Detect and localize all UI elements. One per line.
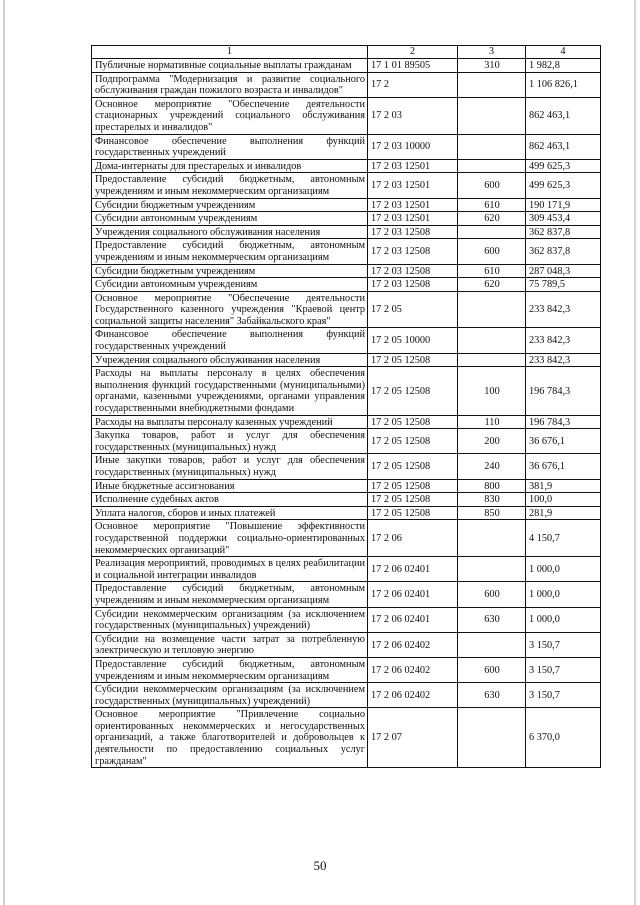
row-amount-cell: 362 837,8 [526,225,601,239]
row-code-cell: 17 2 05 12508 [368,367,458,415]
row-code-cell: 17 2 05 [368,291,458,328]
row-name-cell: Субсидии некоммерческим организациям (за исключением государственных (муниципальных) учреждений) [92,683,368,708]
table-row [92,683,601,708]
row-amount-cell: 233 842,3 [526,353,601,367]
row-name-cell: Иные бюджетные ассигнования [92,479,368,493]
row-expense-type-cell [458,557,526,582]
row-expense-type-cell [458,353,526,367]
row-code-cell: 17 2 06 02402 [368,683,458,708]
row-expense-type-cell [458,72,526,97]
table-row [92,353,601,367]
row-amount-cell: 3 150,7 [526,657,601,682]
row-amount-cell: 233 842,3 [526,291,601,328]
row-amount-cell: 6 370,0 [526,708,601,768]
row-name-cell: Субсидии некоммерческим организациям (за исключением государственных (муниципальных) учреждений) [92,607,368,632]
table-row [92,607,601,632]
row-expense-type-cell: 200 [458,429,526,454]
row-amount-cell: 381,9 [526,479,601,493]
row-amount-cell: 3 150,7 [526,683,601,708]
row-expense-type-cell [458,159,526,173]
row-code-cell: 17 2 06 02401 [368,607,458,632]
row-name-cell: Субсидии бюджетным учреждениям [92,198,368,212]
table-row [92,520,601,557]
row-code-cell: 17 2 05 12508 [368,415,458,429]
row-expense-type-cell: 310 [458,59,526,73]
row-name-cell: Субсидии автономным учреждениям [92,212,368,226]
row-code-cell: 17 2 06 02401 [368,557,458,582]
header-col-2: 2 [368,46,458,59]
row-amount-cell: 75 789,5 [526,278,601,292]
row-expense-type-cell [458,291,526,328]
table-row [92,493,601,507]
table-body [92,59,601,768]
table-row [92,429,601,454]
row-expense-type-cell: 830 [458,493,526,507]
table-row [92,212,601,226]
row-expense-type-cell: 110 [458,415,526,429]
row-code-cell: 17 2 05 10000 [368,328,458,353]
row-name-cell: Основное мероприятие "Повышение эффективности государственной поддержки социально-ориентированных некоммерческих организаций" [92,520,368,557]
table-row [92,708,601,768]
table-row [92,264,601,278]
row-expense-type-cell: 610 [458,264,526,278]
row-expense-type-cell: 630 [458,607,526,632]
row-amount-cell: 862 463,1 [526,134,601,159]
row-expense-type-cell: 600 [458,582,526,607]
table-row [92,454,601,479]
row-code-cell: 17 2 03 12501 [368,198,458,212]
table-header-row [92,46,601,59]
table-row [92,328,601,353]
row-code-cell: 17 2 06 02402 [368,632,458,657]
row-amount-cell: 1 000,0 [526,557,601,582]
header-col-1: 1 [92,46,368,59]
row-expense-type-cell: 850 [458,506,526,520]
row-expense-type-cell: 600 [458,657,526,682]
row-name-cell: Субсидии автономным учреждениям [92,278,368,292]
row-expense-type-cell: 610 [458,198,526,212]
row-expense-type-cell: 620 [458,278,526,292]
row-name-cell: Иные закупки товаров, работ и услуг для обеспечения государственных (муниципальных) нужд [92,454,368,479]
row-code-cell: 17 2 03 12508 [368,264,458,278]
row-amount-cell: 100,0 [526,493,601,507]
row-name-cell: Исполнение судебных актов [92,493,368,507]
row-code-cell: 17 2 07 [368,708,458,768]
row-name-cell: Закупка товаров, работ и услуг для обеспечения государственных (муниципальных) нужд [92,429,368,454]
row-amount-cell: 499 625,3 [526,173,601,198]
table-row [92,239,601,264]
row-expense-type-cell: 800 [458,479,526,493]
table-row [92,506,601,520]
row-code-cell: 17 2 05 12508 [368,506,458,520]
row-name-cell: Расходы на выплаты персоналу казенных учреждений [92,415,368,429]
row-code-cell: 17 2 05 12508 [368,454,458,479]
row-name-cell: Основное мероприятие "Привлечение социально ориентированных некоммерческих и негосударственных организаций, а также благотворителей и добровольцев к деятельности по предоставлению социальных услуг гражданам" [92,708,368,768]
scan-edge-left [3,0,5,905]
row-name-cell: Учреждения социального обслуживания населения [92,353,368,367]
page-number: 50 [313,858,327,873]
row-expense-type-cell: 600 [458,173,526,198]
row-amount-cell: 281,9 [526,506,601,520]
row-amount-cell: 190 171,9 [526,198,601,212]
table-row [92,225,601,239]
row-code-cell: 17 2 03 12508 [368,239,458,264]
row-amount-cell: 499 625,3 [526,159,601,173]
row-code-cell: 17 2 03 [368,97,458,134]
row-amount-cell: 4 150,7 [526,520,601,557]
table-row [92,632,601,657]
row-name-cell: Предоставление субсидий бюджетным, автономным учреждениям и иным некоммерческим организациям [92,582,368,607]
row-name-cell: Предоставление субсидий бюджетным, автономным учреждениям и иным некоммерческим организациям [92,173,368,198]
row-name-cell: Расходы на выплаты персоналу в целях обеспечения выполнения функций государственными (муниципальными) органами, казенными учреждениями, органами управления государственными внебюджетными фондами [92,367,368,415]
row-amount-cell: 287 048,3 [526,264,601,278]
row-code-cell: 17 2 03 12501 [368,159,458,173]
table-row [92,278,601,292]
table-row [92,97,601,134]
row-amount-cell: 362 837,8 [526,239,601,264]
row-name-cell: Уплата налогов, сборов и иных платежей [92,506,368,520]
row-expense-type-cell [458,225,526,239]
row-code-cell: 17 2 05 12508 [368,429,458,454]
row-name-cell: Учреждения социального обслуживания населения [92,225,368,239]
row-amount-cell: 862 463,1 [526,97,601,134]
row-amount-cell: 36 676,1 [526,454,601,479]
row-expense-type-cell [458,328,526,353]
row-code-cell: 17 2 06 [368,520,458,557]
row-expense-type-cell [458,520,526,557]
row-name-cell: Публичные нормативные социальные выплаты гражданам [92,59,368,73]
row-amount-cell: 1 982,8 [526,59,601,73]
row-expense-type-cell: 620 [458,212,526,226]
row-code-cell: 17 2 05 12508 [368,479,458,493]
row-name-cell: Предоставление субсидий бюджетным, автономным учреждениям и иным некоммерческим организациям [92,657,368,682]
row-amount-cell: 1 000,0 [526,607,601,632]
row-amount-cell: 309 453,4 [526,212,601,226]
row-code-cell: 17 1 01 89505 [368,59,458,73]
row-amount-cell: 1 106 826,1 [526,72,601,97]
table-row [92,173,601,198]
row-amount-cell: 233 842,3 [526,328,601,353]
budget-table [91,45,601,768]
row-amount-cell: 3 150,7 [526,632,601,657]
table-row [92,159,601,173]
row-amount-cell: 36 676,1 [526,429,601,454]
row-expense-type-cell [458,708,526,768]
row-name-cell: Реализация мероприятий, проводимых в целях реабилитации и социальной интеграции инвалидов [92,557,368,582]
scan-edge-right [634,0,636,905]
table-row [92,582,601,607]
row-amount-cell: 1 000,0 [526,582,601,607]
row-code-cell: 17 2 03 12508 [368,278,458,292]
table-row [92,198,601,212]
row-code-cell: 17 2 05 12508 [368,493,458,507]
header-col-4: 4 [526,46,601,59]
header-col-3: 3 [458,46,526,59]
table-row [92,59,601,73]
row-name-cell: Субсидии бюджетным учреждениям [92,264,368,278]
row-code-cell: 17 2 03 12501 [368,173,458,198]
row-expense-type-cell: 600 [458,239,526,264]
row-code-cell: 17 2 05 12508 [368,353,458,367]
table-row [92,134,601,159]
row-code-cell: 17 2 06 02401 [368,582,458,607]
table-row [92,557,601,582]
table-row [92,415,601,429]
row-amount-cell: 196 784,3 [526,367,601,415]
row-expense-type-cell: 100 [458,367,526,415]
row-name-cell: Финансовое обеспечение выполнения функций государственных учреждений [92,134,368,159]
table-row [92,479,601,493]
row-name-cell: Дома-интернаты для престарелых и инвалидов [92,159,368,173]
row-expense-type-cell: 630 [458,683,526,708]
table-row [92,367,601,415]
row-expense-type-cell [458,632,526,657]
table-row [92,657,601,682]
table-row [92,72,601,97]
row-code-cell: 17 2 03 10000 [368,134,458,159]
row-name-cell: Субсидии на возмещение части затрат за потребленную электрическую и тепловую энергию [92,632,368,657]
row-code-cell: 17 2 06 02402 [368,657,458,682]
row-name-cell: Подпрограмма "Модернизация и развитие социального обслуживания граждан пожилого возраста и инвалидов" [92,72,368,97]
row-name-cell: Финансовое обеспечение выполнения функций государственных учреждений [92,328,368,353]
row-expense-type-cell [458,97,526,134]
row-code-cell: 17 2 [368,72,458,97]
row-expense-type-cell [458,134,526,159]
row-name-cell: Предоставление субсидий бюджетным, автономным учреждениям и иным некоммерческим организациям [92,239,368,264]
table-row [92,291,601,328]
row-expense-type-cell: 240 [458,454,526,479]
row-name-cell: Основное мероприятие "Обеспечение деятельности Государственного казенного учреждения "Краевой центр социальной защиты населения" Забайкальского края" [92,291,368,328]
row-code-cell: 17 2 03 12501 [368,212,458,226]
row-code-cell: 17 2 03 12508 [368,225,458,239]
row-amount-cell: 196 784,3 [526,415,601,429]
row-name-cell: Основное мероприятие "Обеспечение деятельности стационарных учреждений социального обслуживания престарелых и инвалидов" [92,97,368,134]
